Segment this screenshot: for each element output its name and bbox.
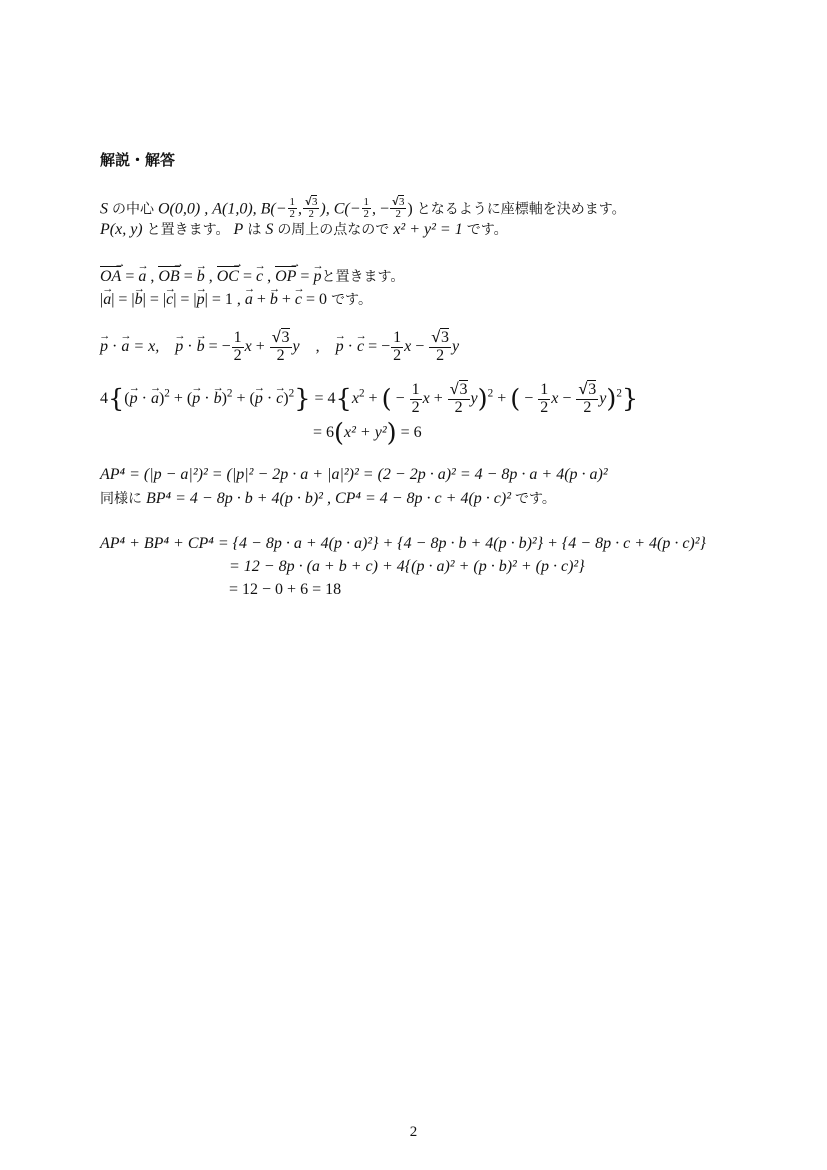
total-equation-row2: = 12 − 8p · (a + b + c) + 4{(p · a)² + (p · b)² + (p · c)²} — [229, 558, 585, 575]
math-point-p: P(x, y) — [100, 221, 143, 238]
vector-definitions-line: OA → = → a , OB → = → b , OC → = → c , OP → = → pと置きます。 — [100, 266, 404, 286]
math-point-c: ), C(− — [320, 200, 361, 218]
sum-value: = 0 — [306, 291, 328, 308]
vector-op: OP → — [275, 266, 296, 286]
vector-b: → b — [197, 268, 205, 286]
pa-value: = x, — [133, 337, 160, 355]
dot-product-equations: → p · → a = x, → p · → b = − $\frac{1}{2}$ x + $\frac{√√ 3}{2}$ y , → p · → c = − $\frac{1}{2}$ x − $\frac{√√ 3}{2}$ y — [100, 330, 459, 365]
text: の中心 — [112, 201, 154, 218]
vector-magnitudes-line: |→ a| = |→ b| = |→ c| = |→ p| = 1 , → a + → b + → c = 0 です。 — [100, 289, 372, 309]
vector-a: → a — [138, 268, 146, 286]
math-point-o: O(0,0) , — [158, 200, 209, 218]
math-point-a-b: A(1,0), B(− — [212, 200, 287, 218]
math-s: S — [265, 221, 274, 238]
page-number: 2 — [409, 1124, 418, 1140]
fraction: $\frac{1}{2}$ — [363, 196, 369, 221]
section-heading: 解説・解答 — [100, 151, 176, 169]
text: は — [247, 222, 262, 238]
vector-c: → c — [256, 268, 263, 286]
fraction-sqrt3-half: $\frac{√√ 3}{2}$ — [429, 330, 451, 365]
text: の周上の点なので — [277, 222, 390, 238]
vector-ob: OB → — [158, 266, 179, 286]
total-equation-row1: AP⁴ + BP⁴ + CP⁴ = {4 − 8p · a + 4(p · a)²} + {4 − 8p · b + 4(p · b)²} + {4 − 8p · c + 4(p · c)²} — [100, 535, 706, 552]
ap4-equation: AP⁴ = (|p − a|²)² = (|p|² − 2p · a + |a|²)² = (2 − 2p · a)² = 4 − 8p · a + 4(p · a)² — [100, 466, 608, 483]
fraction-half: $\frac{1}{2}$ — [233, 329, 242, 364]
sum-of-squares-result: = 6(x² + y²) = 6 — [313, 418, 422, 448]
bp4-cp4-equation: 同様に BP⁴ = 4 − 8p · b + 4(p · b)² , CP⁴ = 4 − 8p · c + 4(p · c)² です。 — [100, 490, 556, 507]
vector-oa: OA → — [100, 266, 121, 286]
text: です。 — [331, 292, 372, 308]
math-s: S — [100, 200, 108, 218]
math-p: P — [233, 221, 244, 238]
fraction-half: $\frac{1}{2}$ — [393, 329, 402, 364]
point-p-line — [100, 219, 508, 239]
text: です。 — [466, 222, 508, 238]
math-circle-eq: x² + y² = 1 — [393, 221, 463, 238]
vector-p: → p — [313, 268, 321, 286]
coordinate-setup-line: S の中心 O(0,0) , A(1,0), B(− $\frac{1}{2}$ , $\frac{√√ 3}{2}$ ), C(− $\frac{1}{2}$ , − $\frac{√√ 3}{2}$ ) となるように座標軸を決めます。 — [100, 197, 626, 221]
total-equation-row3: = 12 − 0 + 6 = 18 — [229, 581, 342, 598]
sum-of-squares-equation: 4{(→ p · → a)$^2$ + (→ p · → b)$^2$ + (→ p · → $c)^2\} = 4\{x^2$ + ( − $\frac{1}{2}$ x + $\frac{√√ 3}{2}$ y)$^2$ + ( − $\frac{1}{2}$ x − $\frac{√√ 3}{2}$ y)$^2$} — [100, 382, 638, 417]
fraction-sqrt3: $\frac{√√ 3}{2}$ — [303, 197, 319, 221]
text: と置きます。 — [321, 269, 405, 285]
fraction-sqrt3: $\frac{√√ 3}{2}$ — [390, 197, 406, 221]
fraction-sqrt3-half: $\frac{√√ 3}{2}$ — [270, 330, 292, 365]
vector-oc: OC → — [217, 266, 239, 286]
text: と置きます。 — [146, 222, 230, 238]
fraction: $\frac{1}{2}$ — [289, 196, 295, 221]
magnitude-value: = 1 , — [211, 291, 241, 308]
text: となるように座標軸を決めます。 — [416, 201, 626, 218]
